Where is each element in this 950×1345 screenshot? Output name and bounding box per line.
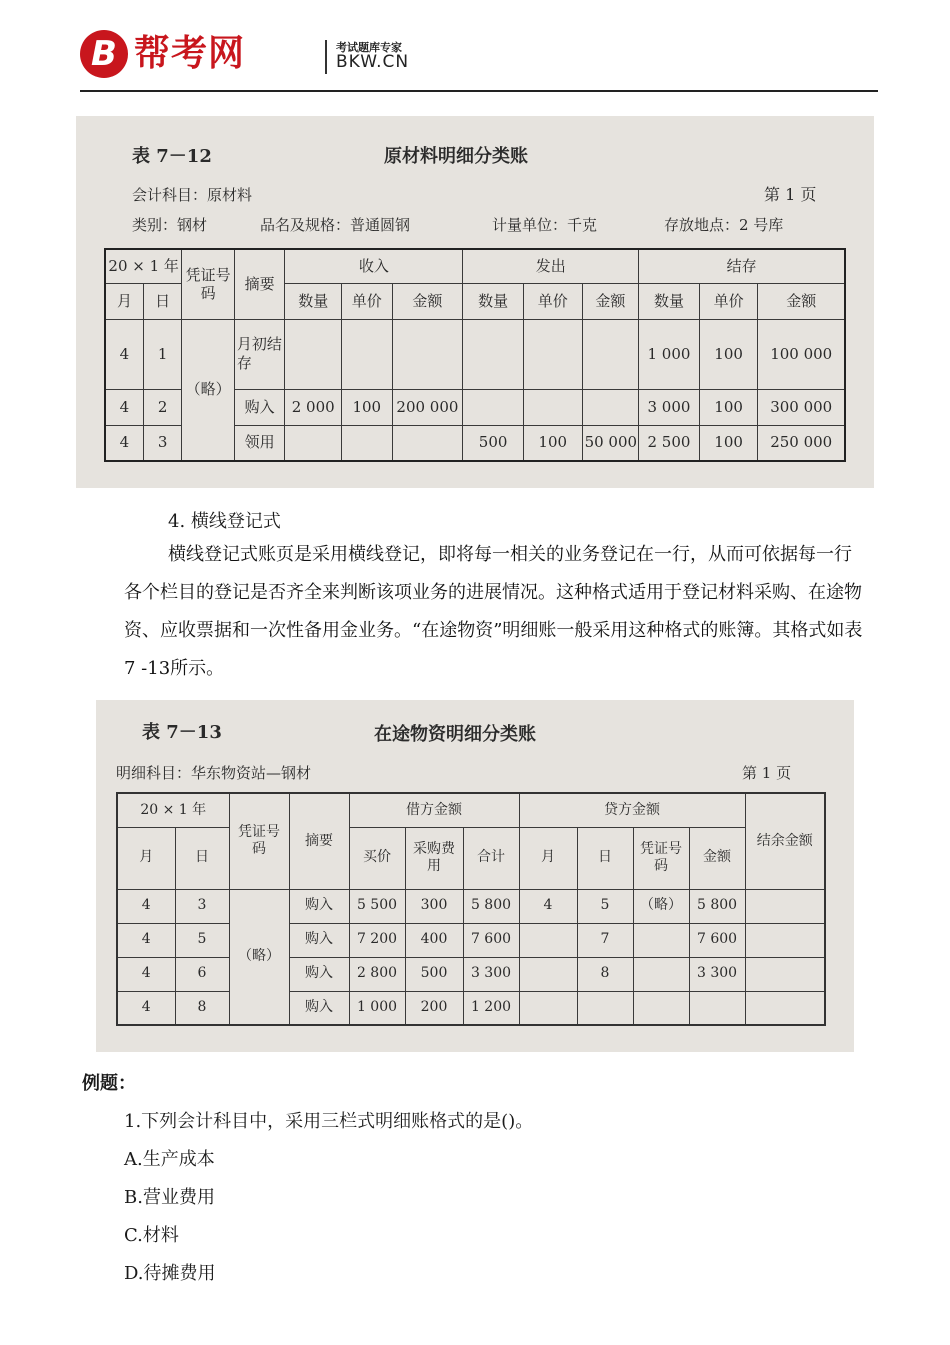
option-d: D.待摊费用	[124, 1263, 216, 1284]
cell-total: 7 600	[463, 923, 519, 957]
cell-out-qty	[463, 319, 524, 389]
header-bal-amount: 金额	[758, 283, 845, 319]
cell-summary: 购入	[289, 923, 349, 957]
header-year: 20 × 1 年	[117, 793, 229, 827]
header-bal-price: 单价	[699, 283, 758, 319]
cell-summary: 购入	[289, 957, 349, 991]
cell-fee: 300	[405, 889, 463, 923]
cell-voucher-omitted: （略）	[229, 889, 289, 1025]
cell-bal-price: 100	[699, 319, 758, 389]
header-remaining: 结余金额	[745, 793, 825, 889]
cell-price: 7 200	[349, 923, 405, 957]
option-a: A.生产成本	[124, 1149, 215, 1170]
table-7-13-number: 表 7－13	[142, 722, 222, 743]
header-out-qty: 数量	[463, 283, 524, 319]
header-credit-month: 月	[519, 827, 577, 889]
cell-credit-day: 5	[577, 889, 633, 923]
header-price: 买价	[349, 827, 405, 889]
cell-in-qty: 2 000	[285, 389, 342, 425]
raw-material-ledger-table	[104, 248, 846, 462]
in-transit-ledger-table	[116, 792, 826, 1026]
cell-remaining	[745, 923, 825, 957]
table-7-12-title: 原材料明细分类账	[384, 146, 528, 167]
cell-bal-qty: 3 000	[639, 389, 700, 425]
header-income: 收入	[285, 249, 463, 283]
header-credit: 贷方金额	[519, 793, 745, 827]
cell-month: 4	[117, 991, 175, 1025]
header-bal-qty: 数量	[639, 283, 700, 319]
table-7-13-account: 明细科目：华东物资站—钢材	[116, 764, 312, 782]
header-summary: 摘要	[289, 793, 349, 889]
cell-credit-month: 4	[519, 889, 577, 923]
cell-bal-amount: 250 000	[758, 425, 845, 461]
cell-credit-amount: 7 600	[689, 923, 745, 957]
cell-bal-amount: 300 000	[758, 389, 845, 425]
option-b: B.营业费用	[124, 1187, 215, 1208]
cell-in-amount	[392, 319, 463, 389]
section-paragraph: 横线登记式账页是采用横线登记，即将每一相关的业务登记在一行，从而可依据每一行各个栏目的登记是否齐全来判断该项业务的进展情况。这种格式适用于登记材料采购、在途物资、应收票据和一次性备用金业务。“在途物资”明细账一般采用这种格式的账簿。其格式如表7 -13所示。	[124, 544, 863, 679]
cell-fee: 400	[405, 923, 463, 957]
cell-bal-qty: 1 000	[639, 319, 700, 389]
cell-bal-price: 100	[699, 389, 758, 425]
cell-day: 3	[143, 425, 181, 461]
cell-credit-amount: 3 300	[689, 957, 745, 991]
cell-credit-day: 7	[577, 923, 633, 957]
site-header	[80, 22, 880, 92]
header-day: 日	[175, 827, 229, 889]
cell-voucher-omitted: （略）	[182, 319, 235, 461]
cell-day: 5	[175, 923, 229, 957]
table-7-12-number: 表 7－12	[132, 146, 212, 167]
cell-credit-day	[577, 991, 633, 1025]
cell-month: 4	[117, 923, 175, 957]
header-purchase-fee: 采购费用	[405, 827, 463, 889]
logo-name: 帮考网	[134, 33, 246, 74]
table-row	[117, 991, 825, 1025]
header-credit-day: 日	[577, 827, 633, 889]
table-row	[117, 923, 825, 957]
cell-credit-voucher-omitted: （略）	[633, 889, 689, 923]
cell-in-amount: 200 000	[392, 389, 463, 425]
cell-remaining	[745, 889, 825, 923]
header-day: 日	[143, 283, 181, 319]
cell-out-amount	[582, 389, 639, 425]
cell-summary: 购入	[234, 389, 285, 425]
cell-summary: 购入	[289, 991, 349, 1025]
cell-out-price	[523, 319, 582, 389]
header-out-amount: 金额	[582, 283, 639, 319]
cell-summary: 月初结存	[234, 319, 285, 389]
header-year: 20 × 1 年	[105, 249, 182, 283]
cell-credit-voucher	[633, 991, 689, 1025]
logo-b-icon: B	[80, 30, 128, 78]
cell-day: 1	[143, 319, 181, 389]
cell-credit-voucher	[633, 923, 689, 957]
cell-out-amount	[582, 319, 639, 389]
header-total: 合计	[463, 827, 519, 889]
header-in-amount: 金额	[392, 283, 463, 319]
table-7-13-figure	[96, 700, 854, 1052]
logo-domain: BKW.CN	[336, 52, 410, 72]
logo-divider	[325, 40, 327, 74]
cell-credit-amount: 5 800	[689, 889, 745, 923]
header-in-qty: 数量	[285, 283, 342, 319]
cell-credit-month	[519, 991, 577, 1025]
cell-total: 5 800	[463, 889, 519, 923]
header-balance: 结存	[639, 249, 845, 283]
cell-bal-amount: 100 000	[758, 319, 845, 389]
table-7-12-spec: 品名及规格：普通圆钢	[260, 216, 411, 234]
cell-month: 4	[117, 889, 175, 923]
cell-in-qty	[285, 425, 342, 461]
table-7-12-category: 类别：钢材	[132, 216, 208, 234]
table-7-13-page: 第 1 页	[742, 764, 792, 782]
table-7-12-page: 第 1 页	[764, 185, 817, 204]
cell-out-amount: 50 000	[582, 425, 639, 461]
cell-remaining	[745, 991, 825, 1025]
header-voucher: 凭证号码	[182, 249, 235, 319]
cell-in-price	[342, 425, 393, 461]
cell-fee: 500	[405, 957, 463, 991]
cell-month: 4	[105, 389, 143, 425]
cell-credit-voucher	[633, 957, 689, 991]
cell-bal-qty: 2 500	[639, 425, 700, 461]
table-7-12-location: 存放地点：2 号库	[664, 216, 784, 234]
table-row	[117, 957, 825, 991]
cell-out-qty	[463, 389, 524, 425]
cell-month: 4	[105, 319, 143, 389]
cell-fee: 200	[405, 991, 463, 1025]
cell-out-qty: 500	[463, 425, 524, 461]
cell-in-price: 100	[342, 389, 393, 425]
table-7-12-figure	[76, 116, 874, 488]
cell-credit-amount	[689, 991, 745, 1025]
header-credit-voucher: 凭证号码	[633, 827, 689, 889]
cell-summary: 领用	[234, 425, 285, 461]
logo-tagline: 考试题库专家	[336, 41, 402, 54]
cell-summary: 购入	[289, 889, 349, 923]
cell-month: 4	[105, 425, 143, 461]
question-text: 1.下列会计科目中，采用三栏式明细账格式的是()。	[124, 1111, 534, 1132]
cell-day: 6	[175, 957, 229, 991]
header-voucher: 凭证号码	[229, 793, 289, 889]
header-rule	[80, 90, 878, 92]
header-month: 月	[117, 827, 175, 889]
cell-in-price	[342, 319, 393, 389]
header-month: 月	[105, 283, 143, 319]
cell-out-price: 100	[523, 425, 582, 461]
cell-credit-day: 8	[577, 957, 633, 991]
table-row	[105, 319, 845, 389]
cell-in-qty	[285, 319, 342, 389]
cell-price: 1 000	[349, 991, 405, 1025]
cell-credit-month	[519, 957, 577, 991]
cell-in-amount	[392, 425, 463, 461]
cell-total: 3 300	[463, 957, 519, 991]
cell-day: 2	[143, 389, 181, 425]
header-in-price: 单价	[342, 283, 393, 319]
example-label: 例题：	[82, 1073, 136, 1094]
table-row	[117, 889, 825, 923]
cell-price: 5 500	[349, 889, 405, 923]
cell-day: 8	[175, 991, 229, 1025]
cell-remaining	[745, 957, 825, 991]
section-heading: 4. 横线登记式	[168, 511, 281, 532]
header-summary: 摘要	[234, 249, 285, 319]
cell-total: 1 200	[463, 991, 519, 1025]
cell-month: 4	[117, 957, 175, 991]
option-c: C.材料	[124, 1225, 179, 1246]
cell-price: 2 800	[349, 957, 405, 991]
cell-bal-price: 100	[699, 425, 758, 461]
header-debit: 借方金额	[349, 793, 519, 827]
table-7-12-unit: 计量单位：千克	[492, 216, 598, 234]
cell-credit-month	[519, 923, 577, 957]
header-out-price: 单价	[523, 283, 582, 319]
cell-day: 3	[175, 889, 229, 923]
header-credit-amount: 金额	[689, 827, 745, 889]
header-issue: 发出	[463, 249, 639, 283]
cell-out-price	[523, 389, 582, 425]
table-7-13-title: 在途物资明细分类账	[374, 724, 536, 745]
table-7-12-account: 会计科目：原材料	[132, 186, 253, 204]
